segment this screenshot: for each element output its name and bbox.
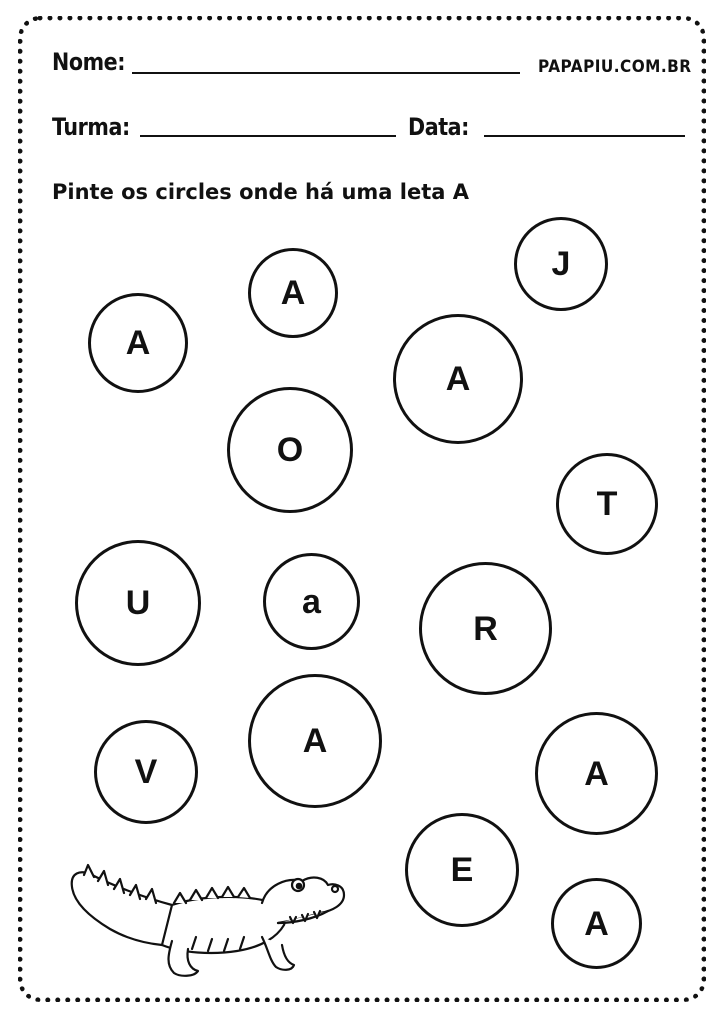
circle-letter: A [584,754,609,793]
letter-circle[interactable] [94,720,198,824]
circle-letter: A [302,722,328,760]
circle-letter: a [302,582,321,621]
letter-circle[interactable] [419,562,552,695]
letter-circle[interactable] [75,540,201,666]
class-label: Turma: [52,113,130,141]
date-line[interactable] [484,135,685,137]
circle-letter: O [276,431,304,469]
letter-circle[interactable] [535,712,658,835]
circle-letter: E [450,851,474,889]
site-url: PAPAPIU.COM.BR [538,57,692,77]
circle-letter: A [584,904,609,943]
class-line[interactable] [140,135,396,137]
circle-letter: A [125,324,151,362]
letter-circle[interactable] [551,878,642,969]
circle-letter: T [596,485,618,523]
date-label: Data: [408,113,469,141]
letter-circle[interactable] [248,248,338,338]
circle-letter: J [551,245,571,283]
letter-circle[interactable] [405,813,519,927]
letter-circle[interactable] [227,387,353,513]
letter-circle[interactable] [393,314,523,444]
name-label: Nome: [52,48,126,76]
circle-letter: A [280,274,306,312]
letter-circle[interactable] [514,217,608,311]
instruction-text: Pinte os circles onde há uma leta A [52,180,469,204]
letter-circle[interactable] [556,453,658,555]
letter-circle[interactable] [88,293,188,393]
name-line[interactable] [132,72,520,74]
circle-letter: U [125,584,151,622]
letter-circle[interactable] [263,553,360,650]
crocodile-icon [62,845,352,985]
circle-letter: V [134,753,158,791]
circle-letter: R [473,609,498,648]
letter-circle[interactable] [248,674,382,808]
circle-letter: A [445,360,471,398]
